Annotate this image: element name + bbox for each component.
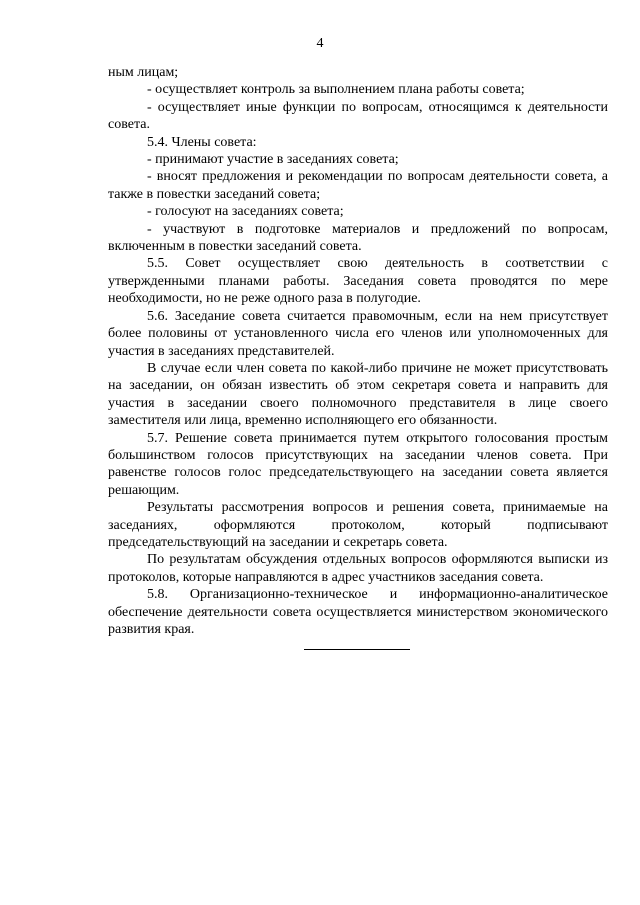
paragraph: 5.5. Совет осуществляет свою деятельность в соответствии с утвержденными планами работы. Заседания совета проводятся по мере необходимости, но не реже одного раза в полугодие. bbox=[108, 256, 608, 307]
document-body bbox=[108, 64, 608, 638]
paragraph: - осуществляет контроль за выполнением плана работы совета; bbox=[147, 82, 525, 98]
paragraph: - принимают участие в заседаниях совета; bbox=[147, 152, 399, 168]
paragraph: - осуществляет иные функции по вопросам, относящимся к деятельности совета. bbox=[108, 99, 608, 133]
paragraph: Результаты рассмотрения вопросов и решения совета, принимаемые на заседаниях, оформляются протоколом, который подписывают председательствующий на заседании и секретарь совета. bbox=[108, 500, 608, 550]
paragraph: ным лицам; bbox=[108, 65, 179, 80]
paragraph: 5.8. Организационно-техническое и информационно-аналитическое обеспечение деятельности совета осуществляется министерством экономического развития края. bbox=[108, 587, 608, 637]
paragraph: В случае если член совета по какой-либо причине не может присутствовать на заседании, он обязан известить об этом секретаря совета и направить для участия в заседании своего полномочного представителя в лице своего заместителя или лица, временно исполняющего его обязанности. bbox=[108, 360, 608, 429]
paragraph: - участвуют в подготовке материалов и предложений по вопросам, включенным в повестки заседаний совета. bbox=[108, 221, 608, 255]
paragraph: 5.7. Решение совета принимается путем открытого голосования простым большинством голосов присутствующих на заседании членов совета. При равенстве голосов голос председательствующего на заседании совета является решающим. bbox=[108, 430, 608, 498]
paragraph: 5.6. Заседание совета считается правомочным, если на нем присутствует более половины от установленного числа его членов или уполномоченных для участия в заседаниях представителей. bbox=[108, 308, 608, 359]
page-number: 4 bbox=[316, 36, 324, 51]
paragraph: 5.4. Члены совета: bbox=[147, 134, 257, 150]
paragraph: По результатам обсуждения отдельных вопросов оформляются выписки из протоколов, которые направляются в адрес участников заседания совета. bbox=[108, 552, 608, 585]
paragraph: - вносят предложения и рекомендации по вопросам деятельности совета, а также в повестки заседаний совета; bbox=[108, 169, 608, 202]
closing-separator-line bbox=[304, 649, 410, 650]
paragraph: - голосуют на заседаниях совета; bbox=[147, 204, 344, 220]
